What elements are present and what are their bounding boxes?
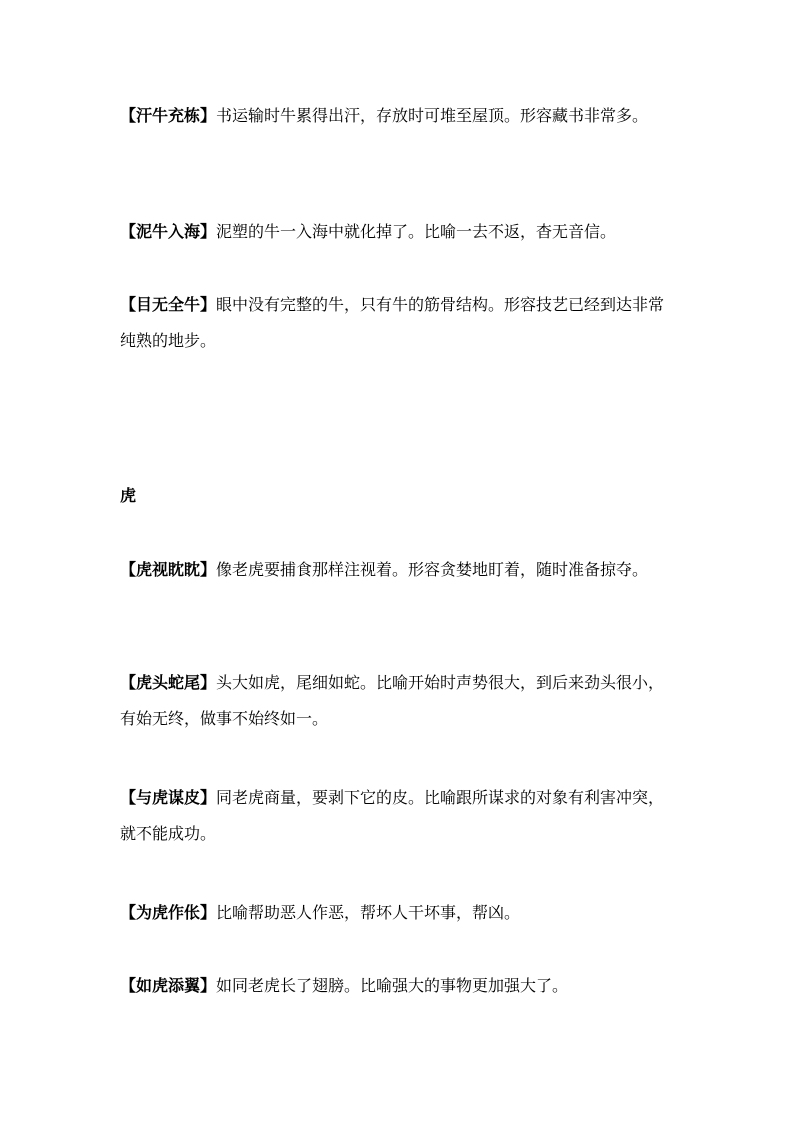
idiom-term: 【虎头蛇尾】 — [120, 673, 217, 692]
idiom-definition: 头大如虎，尾细如蛇。比喻开始时声势很大，到后来劲头很小，有始无终，做事不始终如一。 — [120, 673, 665, 728]
idiom-definition: 如同老虎长了翅膀。比喻强大的事物更加强大了。 — [216, 976, 569, 995]
section-heading-tiger: 虎 — [120, 486, 137, 505]
idiom-definition: 同老虎商量，要剥下它的皮。比喻跟所谋求的对象有利害冲突，就不能成功。 — [120, 788, 665, 843]
idiom-term: 【目无全牛】 — [120, 295, 217, 314]
idiom-definition: 泥塑的牛一入海中就化掉了。比喻一去不返，杳无音信。 — [216, 222, 617, 241]
idiom-definition: 像老虎要捕食那样注视着。形容贪婪地盯着，随时准备掠夺。 — [216, 560, 649, 579]
idiom-definition: 眼中没有完整的牛，只有牛的筋骨结构。形容技艺已经到达非常纯熟的地步。 — [120, 295, 665, 350]
idiom-entry-ruhu — [120, 968, 680, 1004]
idiom-entry-hushi — [120, 552, 680, 588]
idiom-term: 【与虎谋皮】 — [120, 788, 217, 807]
idiom-entry-hanniu — [120, 98, 680, 134]
idiom-entry-niniu — [120, 214, 680, 250]
idiom-definition: 书运输时牛累得出汗，存放时可堆至屋顶。形容藏书非常多。 — [216, 106, 649, 125]
idiom-entry-hutou — [120, 665, 680, 737]
idiom-term: 【为虎作伥】 — [120, 903, 217, 922]
idiom-entry-muwu — [120, 287, 680, 359]
idiom-term: 【汗牛充栋】 — [120, 106, 217, 125]
idiom-term: 【虎视眈眈】 — [120, 560, 217, 579]
idiom-term: 【泥牛入海】 — [120, 222, 217, 241]
idiom-term: 【如虎添翼】 — [120, 976, 217, 995]
idiom-entry-weihu — [120, 895, 680, 931]
idiom-definition: 比喻帮助恶人作恶，帮坏人干坏事，帮凶。 — [216, 903, 521, 922]
idiom-entry-yuhu — [120, 780, 680, 852]
